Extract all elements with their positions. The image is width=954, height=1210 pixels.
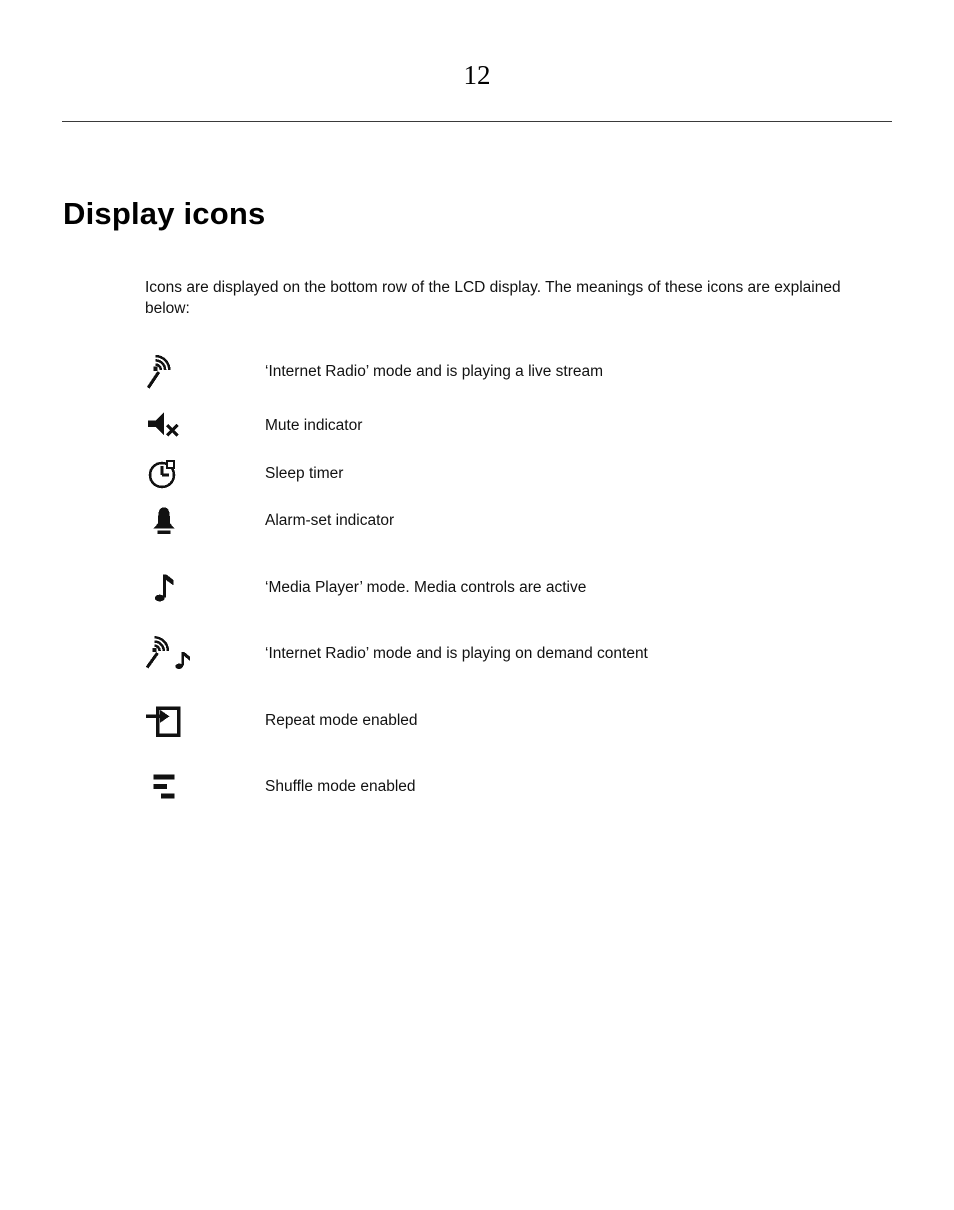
sleep-timer-icon	[145, 456, 181, 492]
repeat-icon	[145, 700, 187, 742]
list-item	[145, 349, 954, 395]
icon-cell	[145, 456, 265, 492]
icon-description: ‘Internet Radio’ mode and is playing a live stream	[265, 363, 604, 380]
icon-cell	[145, 635, 265, 673]
icon-cell	[145, 569, 265, 607]
list-item	[145, 403, 954, 449]
icon-description: Shuffle mode enabled	[265, 778, 416, 795]
icon-description: ‘Media Player’ mode. Media controls are active	[265, 579, 587, 596]
internet-radio-icon	[145, 353, 183, 391]
icon-description: Sleep timer	[265, 465, 344, 482]
icon-description: Mute indicator	[265, 417, 363, 434]
icon-cell	[145, 768, 265, 806]
list-item	[145, 764, 954, 810]
icon-cell	[145, 353, 265, 391]
shuffle-icon	[145, 768, 183, 806]
internet-radio-note-icon	[145, 635, 195, 673]
icon-cell	[145, 502, 265, 540]
icon-cell	[145, 407, 265, 445]
page-title: Display icons	[63, 196, 266, 231]
header-divider	[62, 121, 892, 122]
list-item	[145, 565, 954, 611]
icon-description: Repeat mode enabled	[265, 712, 418, 729]
icon-cell	[145, 700, 265, 742]
icon-legend-list	[145, 349, 954, 810]
list-item	[145, 698, 954, 744]
mute-icon	[145, 407, 183, 445]
list-item	[145, 451, 954, 497]
icon-description: Alarm-set indicator	[265, 512, 395, 529]
icon-description: ‘Internet Radio’ mode and is playing on demand content	[265, 645, 648, 662]
list-item	[145, 631, 954, 677]
list-item	[145, 498, 954, 544]
alarm-bell-icon	[145, 502, 183, 540]
music-note-icon	[145, 569, 183, 607]
intro-text: Icons are displayed on the bottom row of the LCD display. The meanings of these icons are explained below:	[145, 279, 841, 317]
page-number: 12	[463, 60, 491, 90]
